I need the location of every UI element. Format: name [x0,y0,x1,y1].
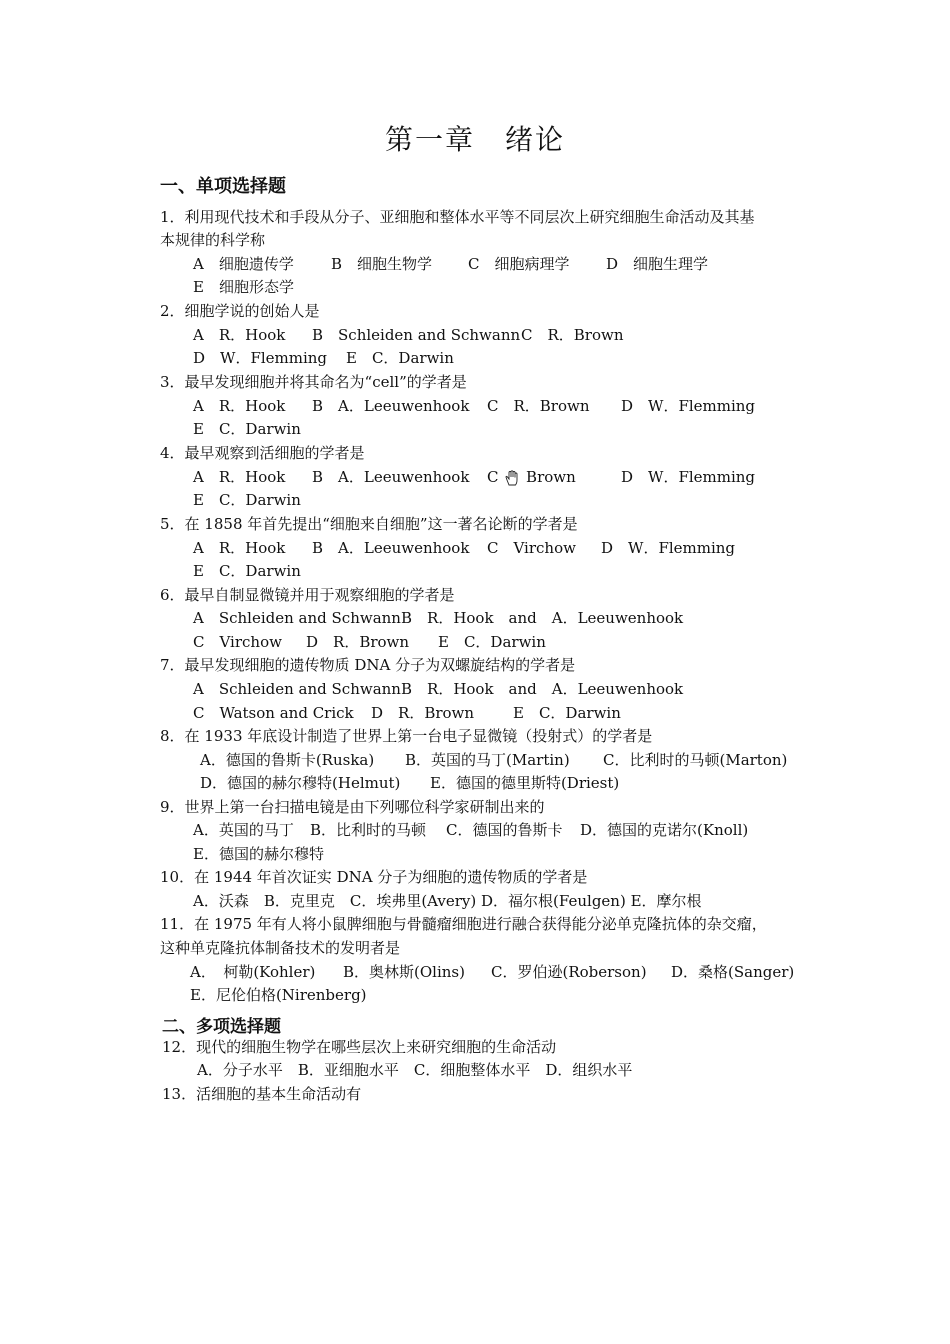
hand-cursor-icon [503,470,521,486]
q6-option-d: D R．Brown [306,633,410,651]
q4-option-c-letter: C [487,468,499,486]
q5-option-d: D W．Flemming [601,539,736,557]
question-11-stem: 11．在 1975 年有人将小鼠脾细胞与骨髓瘤细胞进行融合获得能分泌单克隆抗体的杂交瘤， [160,915,767,933]
q1-option-a: A 细胞遗传学 [193,255,294,273]
q6-option-b: B R．Hook and A．Leeuwenhook [401,609,684,627]
q1-option-b: B 细胞生物学 [331,255,433,273]
q7-option-d: D R．Brown [371,704,475,722]
question-10-stem: 10．在 1944 年首次证实 DNA 分子为细胞的遗传物质的学者是 [160,868,588,886]
q6-option-c: C Virchow [193,633,282,651]
question-7-stem: 7．最早发现细胞的遗传物质 DNA 分子为双螺旋结构的学者是 [160,656,576,674]
q4-option-c [487,467,576,487]
q2-option-b: B Schleiden and Schwann [312,326,521,344]
question-5-stem: 5．在 1858 年首先提出“细胞来自细胞”这一著名论断的学者是 [160,515,578,533]
q5-option-c: C Virchow [487,539,576,557]
section-heading-single-choice: 一、单项选择题 [160,176,286,197]
question-4-stem: 4．最早观察到活细胞的学者是 [160,444,365,462]
question-13-stem: 13．活细胞的基本生命活动有 [162,1085,362,1103]
q1-option-c: C 细胞病理学 [468,255,570,273]
q2-option-a: A R．Hook [193,326,286,344]
q6-option-a: A Schleiden and Schwann [193,609,401,627]
q4-option-a: A R．Hook [193,468,286,486]
q7-option-e: E C．Darwin [513,704,621,722]
question-8-stem: 8．在 1933 年底设计制造了世界上第一台电子显微镜（投射式）的学者是 [160,727,653,745]
q9-option-c: C．德国的鲁斯卡 [446,821,563,839]
q4-option-b: B A．Leeuwenhook [312,468,470,486]
q2-option-e: E C．Darwin [346,349,454,367]
q7-option-b: B R．Hook and A．Leeuwenhook [401,680,684,698]
q5-option-a: A R．Hook [193,539,286,557]
q4-option-c-name: Brown [526,468,576,486]
q1-option-d: D 细胞生理学 [606,255,709,273]
q3-option-d: D W．Flemming [621,397,756,415]
q7-option-c: C Watson and Crick [193,704,354,722]
q4-option-d: D W．Flemming [621,468,756,486]
q8-option-b: B．英国的马丁(Martin) [405,751,570,769]
q5-option-e: E C．Darwin [193,562,301,580]
question-2-stem: 2．细胞学说的创始人是 [160,302,320,320]
q10-options: A．沃森 B．克里克 C．埃弗里(Avery) D．福尔根(Feulgen) E．摩尔根 [193,892,702,910]
question-6-stem: 6．最早自制显微镜并用于观察细胞的学者是 [160,586,455,604]
question-1-stem-cont: 本规律的科学称 [160,231,266,249]
q8-option-a: A．德国的鲁斯卡(Ruska) [200,751,375,769]
question-3-stem: 3．最早发现细胞并将其命名为“cell”的学者是 [160,373,467,391]
q3-option-b: B A．Leeuwenhook [312,397,470,415]
question-12-stem: 12．现代的细胞生物学在哪些层次上来研究细胞的生命活动 [162,1038,557,1056]
section-heading-multiple-choice: 二、多项选择题 [162,1017,281,1037]
q9-option-d: D．德国的克诺尔(Knoll) [580,821,749,839]
q8-option-e: E．德国的德里斯特(Driest) [430,774,620,792]
q9-option-b: B．比利时的马顿 [310,821,427,839]
q2-option-c: C R．Brown [521,326,624,344]
q1-option-e: E 细胞形态学 [193,278,294,296]
q7-option-a: A Schleiden and Schwann [193,680,401,698]
q5-option-b: B A．Leeuwenhook [312,539,470,557]
q11-option-c: C．罗伯逊(Roberson) [491,963,647,981]
q8-option-c: C．比利时的马顿(Marton) [603,751,788,769]
q9-option-e: E．德国的赫尔穆特 [193,845,324,863]
chapter-title: 第一章 绪论 [384,123,565,156]
q11-option-a: A． 柯勒(Kohler) [190,963,316,981]
q9-option-a: A．英国的马丁 [193,821,294,839]
q11-option-d: D．桑格(Sanger) [671,963,795,981]
q11-option-b: B．奥林斯(Olins) [343,963,465,981]
q3-option-e: E C．Darwin [193,420,301,438]
q3-option-c: C R．Brown [487,397,590,415]
q3-option-a: A R．Hook [193,397,286,415]
q2-option-d: D W．Flemming [193,349,328,367]
q6-option-e: E C．Darwin [438,633,546,651]
q11-option-e: E．尼伦伯格(Nirenberg) [190,986,367,1004]
question-1-stem: 1．利用现代技术和手段从分子、亚细胞和整体水平等不同层次上研究细胞生命活动及其基 [160,208,755,226]
q12-options: A．分子水平 B．亚细胞水平 C．细胞整体水平 D．组织水平 [197,1061,633,1079]
q8-option-d: D．德国的赫尔穆特(Helmut) [200,774,401,792]
question-11-stem-cont: 这种单克隆抗体制备技术的发明者是 [160,939,401,957]
q4-option-e: E C．Darwin [193,491,301,509]
question-9-stem: 9．世界上第一台扫描电镜是由下列哪位科学家研制出来的 [160,798,545,816]
